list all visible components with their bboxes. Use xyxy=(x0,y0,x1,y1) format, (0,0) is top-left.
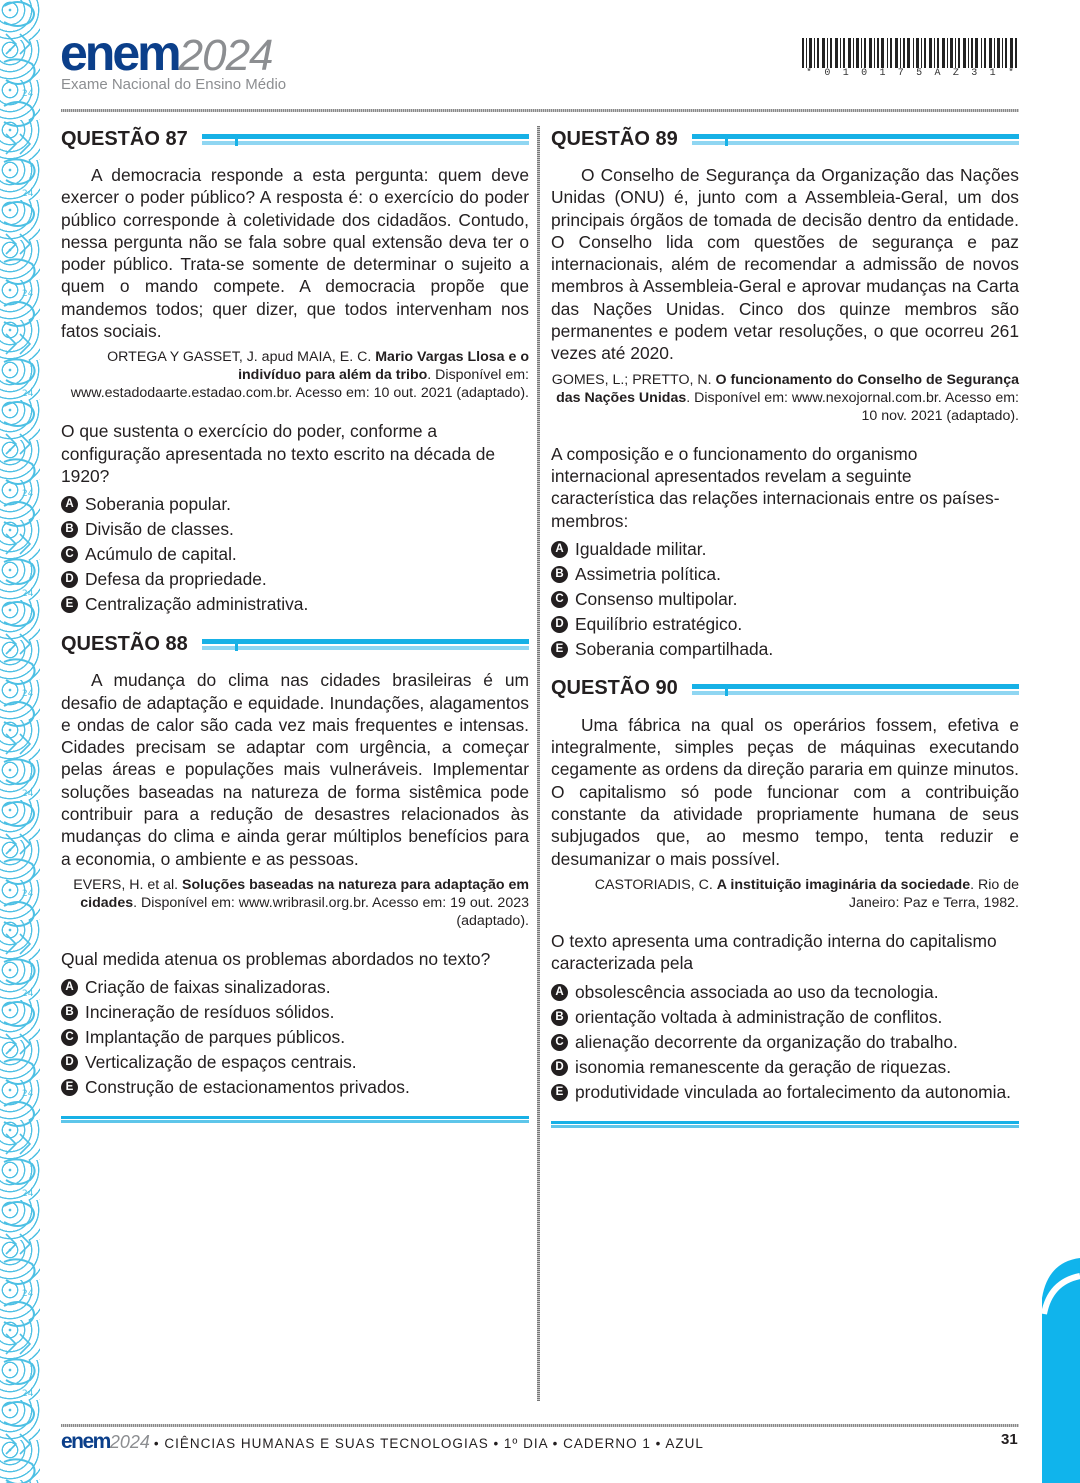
heading-bars-decoration xyxy=(202,132,529,146)
barcode-icon xyxy=(800,38,1020,68)
footer-logo-year: 2024 xyxy=(109,1432,150,1452)
letter-b-icon: B xyxy=(551,566,568,583)
page-number: 31 xyxy=(1001,1431,1018,1448)
option-b[interactable]: B Assimetria política. xyxy=(551,562,1019,587)
letter-c-icon: C xyxy=(61,546,78,563)
question-stem: O texto apresenta uma contradição interna do capitalismo caracterizada pela xyxy=(551,930,997,974)
option-a[interactable]: A obsolescência associada ao uso da tecnologia. xyxy=(551,980,1019,1005)
option-c[interactable]: C Implantação de parques públicos. xyxy=(61,1025,529,1050)
letter-a-icon: A xyxy=(61,979,78,996)
question-stem: Qual medida atenua os problemas abordados no texto? xyxy=(61,948,491,969)
letter-d-icon: D xyxy=(61,571,78,588)
question-stem: O que sustenta o exercício do poder, conforme a configuração apresentada no texto escrito na década de 1920? xyxy=(61,421,496,486)
heading-bars-decoration xyxy=(202,637,529,651)
source-citation: GOMES, L.; PRETTO, N. O funcionamento do Conselho de Segurança das Nações Unidas. Disponível em: www.nexojornal.com.br. Acesso em: 10 nov. 2021 (adaptado). xyxy=(551,371,1019,424)
letter-e-icon: E xyxy=(61,596,78,613)
decorative-side-pattern xyxy=(0,0,40,1483)
letter-c-icon: C xyxy=(551,591,568,608)
option-a[interactable]: A Criação de faixas sinalizadoras. xyxy=(61,975,529,1000)
footer-text: • CIÊNCIAS HUMANAS E SUAS TECNOLOGIAS • 1º DIA • CADERNO 1 • AZUL xyxy=(153,1436,704,1451)
barcode-number: * 0 1 0 1 7 5 A Z 3 1 * xyxy=(806,68,1014,79)
question-heading: QUESTÃO 87 xyxy=(61,126,529,152)
source-citation: ORTEGA Y GASSET, J. apud MAIA, E. C. Mario Vargas Llosa e o indivíduo para além da tribo. Disponível em: www.estadodaarte.estadao.com.br. Acesso em: 10 out. 2021 (adaptado). xyxy=(70,349,529,402)
letter-c-icon: C xyxy=(61,1029,78,1046)
option-b[interactable]: B Divisão de classes. xyxy=(61,517,529,542)
answer-options xyxy=(551,537,1019,662)
option-d[interactable]: D Equilíbrio estratégico. xyxy=(551,612,1019,637)
letter-a-icon: A xyxy=(551,541,568,558)
answer-options xyxy=(61,492,529,617)
left-column xyxy=(61,126,529,1123)
option-e[interactable]: E Construção de estacionamentos privados. xyxy=(61,1075,529,1100)
option-d[interactable]: D isonomia remanescente da geração de riquezas. xyxy=(551,1055,1019,1080)
question-heading: QUESTÃO 88 xyxy=(61,631,529,657)
side-tab-decoration-icon xyxy=(1040,1258,1080,1483)
letter-c-icon: C xyxy=(551,1034,568,1051)
option-d[interactable]: D Defesa da propriedade. xyxy=(61,567,529,592)
heading-bars-decoration xyxy=(692,132,1019,146)
question-87 xyxy=(61,126,529,617)
question-heading: QUESTÃO 89 xyxy=(551,126,1019,152)
right-column xyxy=(551,126,1019,1128)
answer-options xyxy=(61,975,529,1100)
enem-logo xyxy=(60,25,273,81)
question-stem: A composição e o funcionamento do organismo internacional apresentados revelam a seguinte característica das relações internacionais entre os países-membros: xyxy=(551,443,1000,531)
logo-enem: enem xyxy=(60,25,179,81)
source-citation: EVERS, H. et al. Soluções baseadas na natureza para adaptação em cidades. Disponível em: www.wribrasil.org.br. Acesso em: 19 out. 2023 (adaptado). xyxy=(73,876,529,929)
letter-d-icon: D xyxy=(61,1054,78,1071)
question-text: O Conselho de Segurança da Organização das Nações Unidas (ONU) é, junto com a Assembleia-Geral, um dos principais órgãos de tomada de decisão dentro da entidade. O Conselho lida com questões de segurança e paz internacionais, além de recomendar a admissão de novos membros à Assembleia-Geral e aprovar mudanças na Carta das Nações Unidas. Cinco dos quinze membros são permanentes e podem vetar resoluções, o que ocorreu 261 vezes até 2020. xyxy=(551,165,1019,364)
footer-logo-enem: enem xyxy=(61,1430,110,1453)
page-footer xyxy=(61,1430,704,1454)
header-divider xyxy=(61,109,1019,112)
question-text: A mudança do clima nas cidades brasileiras é um desafio de adaptação e equidade. Inundações, alagamentos e ondas de calor são cada vez mais frequentes e intensas. Cidades precisam se adaptar com urgência, a começar pelas áreas e populações mais vulneráveis. Implementar soluções baseadas na natureza de forma sistêmica pode contribuir para a redução de desastres relacionados às mudanças do clima e ainda gerar múltiplos benefícios para a economia, o ambiente e as pessoas. xyxy=(61,670,529,869)
option-d[interactable]: D Verticalização de espaços centrais. xyxy=(61,1050,529,1075)
footer-divider xyxy=(61,1424,1019,1427)
option-c[interactable]: C alienação decorrente da organização do trabalho. xyxy=(551,1030,1019,1055)
column-divider xyxy=(537,126,540,1401)
option-b[interactable]: B Incineração de resíduos sólidos. xyxy=(61,1000,529,1025)
question-text: Uma fábrica na qual os operários fossem, efetiva e integralmente, simples peças de máquinas executando cegamente as ordens da direção pararia em quinze minutos. O capitalismo só pode funcionar com a contribuição constante da atividade propriamente humana de seus subjugados que, ao mesmo tempo, tenta reduzir e desumanizar o mais possível. xyxy=(551,714,1019,869)
letter-b-icon: B xyxy=(61,521,78,538)
option-e[interactable]: E Soberania compartilhada. xyxy=(551,637,1019,662)
letter-d-icon: D xyxy=(551,1059,568,1076)
source-citation: CASTORIADIS, C. A instituição imaginária da sociedade. Rio de Janeiro: Paz e Terra, 1982. xyxy=(594,876,1019,911)
letter-e-icon: E xyxy=(551,641,568,658)
option-c[interactable]: C Consenso multipolar. xyxy=(551,587,1019,612)
question-89 xyxy=(551,126,1019,662)
pattern-icon xyxy=(0,0,40,1483)
question-90 xyxy=(551,676,1019,1128)
letter-b-icon: B xyxy=(61,1004,78,1021)
letter-d-icon: D xyxy=(551,616,568,633)
question-88 xyxy=(61,631,529,1123)
question-heading: QUESTÃO 90 xyxy=(551,676,1019,702)
exam-subtitle: Exame Nacional do Ensino Médio xyxy=(61,76,287,93)
option-a[interactable]: A Soberania popular. xyxy=(61,492,529,517)
option-c[interactable]: C Acúmulo de capital. xyxy=(61,542,529,567)
section-end-rule xyxy=(551,1121,1019,1128)
letter-e-icon: E xyxy=(551,1084,568,1101)
option-a[interactable]: A Igualdade militar. xyxy=(551,537,1019,562)
option-e[interactable]: E produtividade vinculada ao fortalecimento da autonomia. xyxy=(551,1080,1019,1105)
letter-e-icon: E xyxy=(61,1079,78,1096)
letter-a-icon: A xyxy=(551,984,568,1001)
heading-bars-decoration xyxy=(692,682,1019,696)
letter-a-icon: A xyxy=(61,496,78,513)
option-e[interactable]: E Centralização administrativa. xyxy=(61,592,529,617)
section-end-rule xyxy=(61,1116,529,1123)
question-text: A democracia responde a esta pergunta: quem deve exercer o poder público? A resposta é: o exercício do poder público corresponde à coletividade dos cidadãos. Contudo, nessa pergunta não se fala sobre qual extensão deva ter o poder público. Trata-se somente de determinar o sujeito a quem o mando compete. A democracia propõe que mandemos todos; quer dizer, que todos intervenham nos fatos sociais. xyxy=(61,165,529,342)
answer-options xyxy=(551,980,1019,1105)
logo-year: 2024 xyxy=(178,31,273,80)
option-b[interactable]: B orientação voltada à administração de conflitos. xyxy=(551,1005,1019,1030)
letter-b-icon: B xyxy=(551,1009,568,1026)
